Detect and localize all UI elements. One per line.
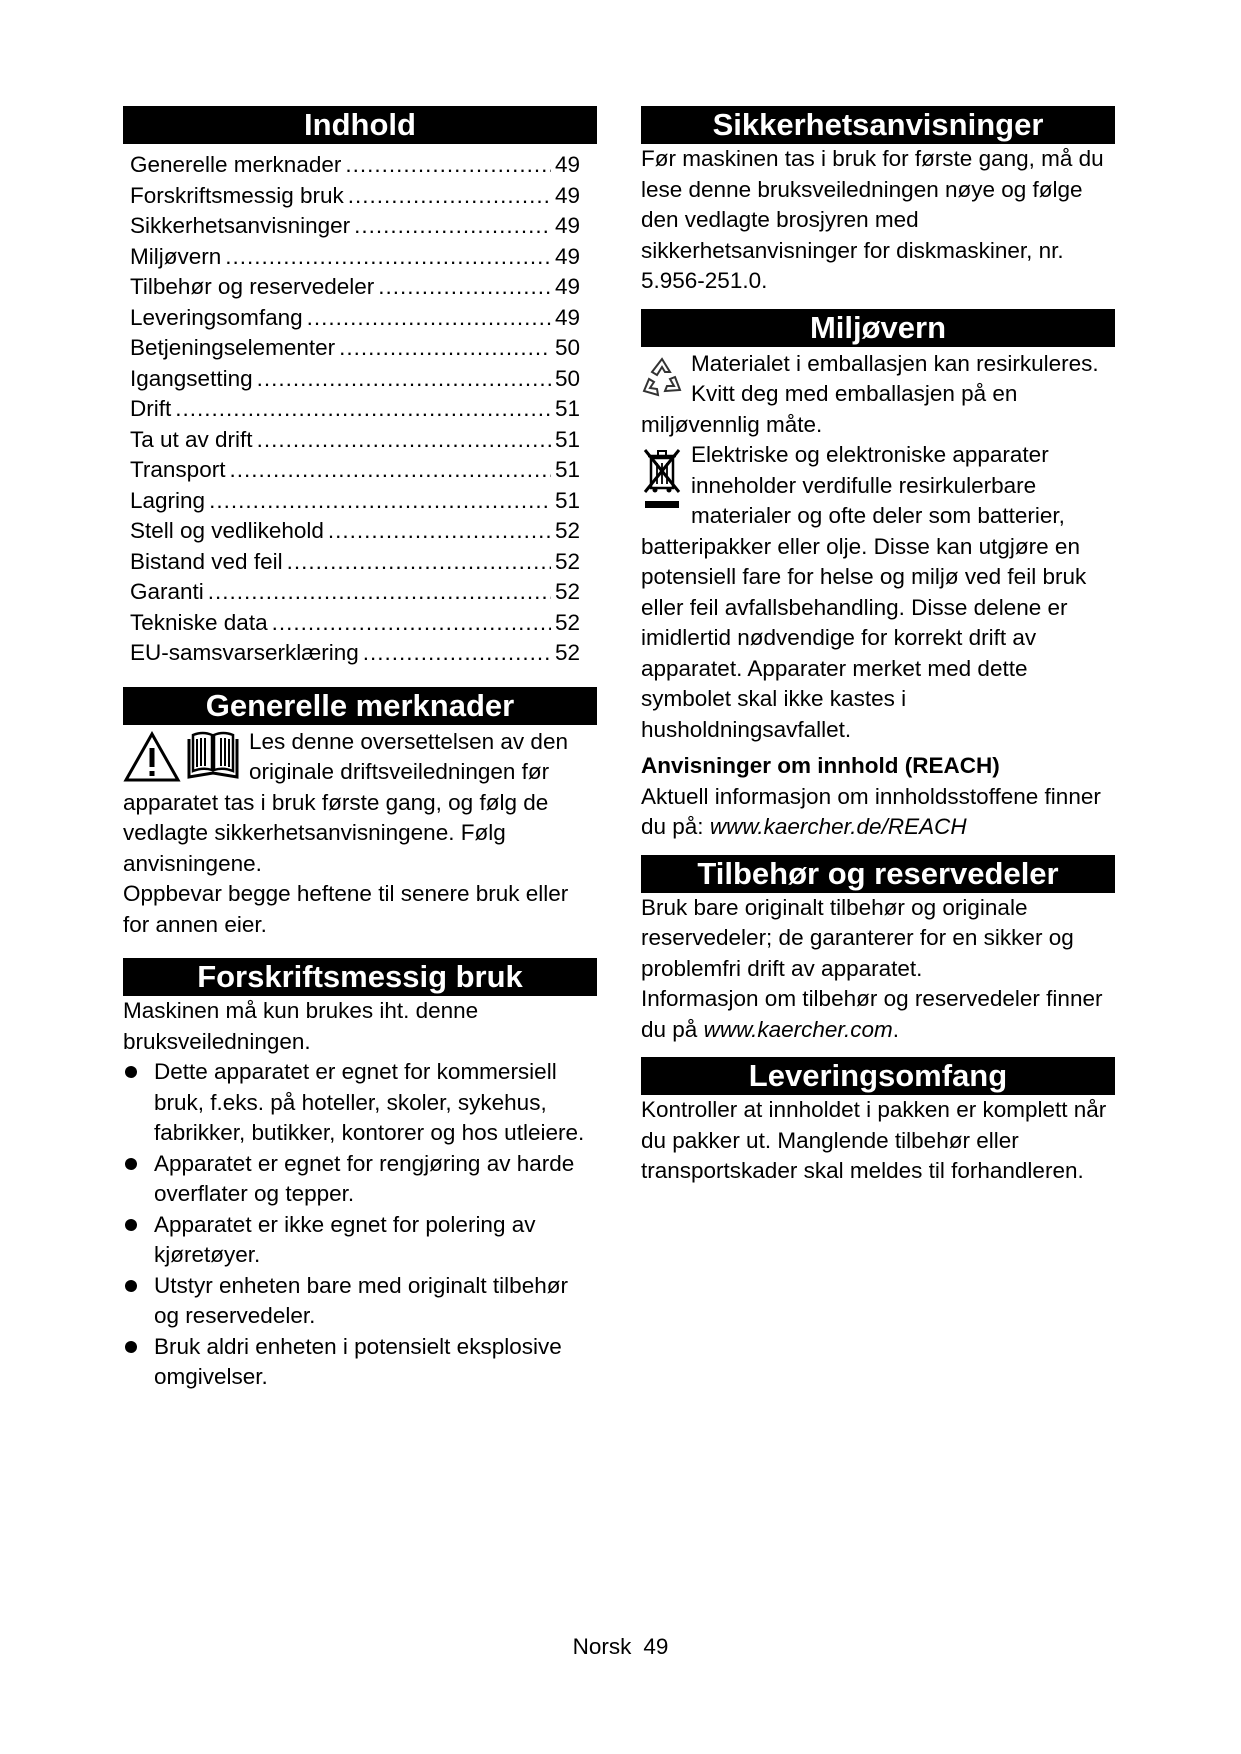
safety-text: Før maskinen tas i bruk for første gang, må du lese denne bruksveiledningen nøye og følge den vedlagte brosjyren med sikkerhetsanvisninger for diskmaskiner, nr. 5.956-251.0. [641,146,1104,293]
recycling-icon [641,355,683,401]
accessories-heading: Tilbehør og reservedeler [641,855,1115,893]
toc-entry[interactable] [130,516,580,547]
environment-electrical: Elektriske og elektroniske apparater inneholder verdifulle resirkulerbare materialer og ofte deler som batterier, batteripakker eller olje. Disse kan utgjøre en potensiell fare for helse og miljø ved feil bruk eller feil avfallsbehandling. Disse delene er imidlertid nødvendige for korrekt drift av apparatet. Apparater merket med dette symbolet skal ikke kastes i husholdningsavfallet. [641,442,1087,742]
list-item: Apparatet er egnet for rengjøring av harde overflater og tepper. [123,1149,597,1210]
toc-entry[interactable] [130,577,580,608]
toc-entry[interactable] [130,547,580,578]
list-item: Bruk aldri enheten i potensielt eksplosive omgivelser. [123,1332,597,1393]
bullet-icon [125,1219,137,1231]
toc-entry-page: 51 [554,396,580,421]
list-item: Dette apparatet er egnet for kommersiell bruk, f.eks. på hoteller, skoler, sykehus, fabrikker, butikker, kontorer og hos utleiere. [123,1057,597,1149]
toc-entry-label: Igangsetting [130,365,253,391]
open-manual-icon [185,729,241,781]
reach-text: Aktuell informasjon om innholdsstoffene finner du på: www.kaercher.de/REACH [641,783,1101,839]
toc-leader-dots [363,638,551,669]
toc-entry-page: 52 [554,640,580,665]
toc-leader-dots [345,150,551,181]
reach-link[interactable]: www.kaercher.de/REACH [709,814,967,839]
toc-entry-label: Forskriftsmessig bruk [130,182,344,208]
toc-entry-label: Sikkerhetsanvisninger [130,213,351,238]
toc-entry[interactable] [130,425,580,456]
bullet-icon [125,1158,137,1170]
toc-entry[interactable] [130,303,580,334]
toc-entry-label: Tilbehør og reservedeler [130,274,375,299]
right-column [641,106,1115,1187]
toc-leader-dots [328,516,551,547]
toc-entry-page: 51 [554,426,580,452]
accessories-link[interactable]: www.kaercher.com [703,1016,893,1042]
toc-entry-label: Generelle merknader [130,152,342,177]
toc-entry-page: 49 [554,304,580,330]
list-item: Apparatet er ikke egnet for polering av kjøretøyer. [123,1210,597,1271]
toc-entry-label: Tekniske data [130,609,268,635]
toc-entry-label: Miljøvern [130,243,222,269]
general-notes-heading: Generelle merknader [123,687,597,725]
general-notes-keep: Oppbevar begge heftene til senere bruk eller for annen eier. [123,881,569,937]
toc-entry-label: Garanti [130,579,204,604]
general-notes-intro: Les denne oversettelsen av den originale driftsveiledningen før apparatet tas i bruk første gang, og følg de vedlagte sikkerhetsanvisningene. Følg anvisningene. [123,728,568,876]
toc-entry[interactable] [130,486,580,517]
toc-entry-label: Stell og vedlikehold [130,518,324,543]
toc-leader-dots [209,486,551,517]
environment-heading: Miljøvern [641,309,1115,347]
bullet-icon [125,1280,137,1292]
toc-entry[interactable] [130,211,580,242]
reach-heading: Anvisninger om innhold (REACH) [641,753,1000,778]
footer-page-number: 49 [643,1634,669,1659]
toc-entry[interactable] [130,394,580,425]
toc-leader-dots [225,242,551,273]
toc-entry-label: EU-samsvarserklæring [130,640,359,665]
list-item: Utstyr enheten bare med originalt tilbehør og reservedeler. [123,1271,597,1332]
toc-leader-dots [208,577,551,608]
toc-entry[interactable] [130,608,580,639]
toc-entry[interactable] [130,150,580,181]
page-footer [0,1632,1241,1662]
toc-entry[interactable] [130,364,580,395]
toc-entry[interactable] [130,242,580,273]
toc-entry[interactable] [130,181,580,212]
bullet-icon [125,1066,137,1078]
toc-entry-label: Betjeningselementer [130,335,336,360]
toc-entry-page: 50 [554,365,580,391]
toc-entry-label: Bistand ved feil [130,548,283,574]
toc-entry-page: 49 [554,243,580,269]
toc-entry-page: 51 [554,457,580,482]
bullet-icon [125,1341,137,1353]
toc-leader-dots [257,425,551,456]
toc-entry-page: 49 [554,213,580,238]
toc-entry[interactable] [130,455,580,486]
footer-language: Norsk [572,1634,632,1659]
toc-leader-dots [378,272,551,303]
toc-leader-dots [348,181,551,212]
toc-entry-page: 49 [554,182,580,208]
toc-entry-page: 49 [554,152,580,177]
accessories-text: Bruk bare originalt tilbehør og originale reservedeler; de garanterer for en sikker og problemfri drift av apparatet. [641,894,1074,981]
toc-leader-dots [229,455,551,486]
toc-leader-dots [354,211,551,242]
toc-entry-page: 50 [554,335,580,360]
table-of-contents [123,150,580,669]
toc-entry-page: 49 [554,274,580,299]
proper-use-intro: Maskinen må kun brukes iht. denne bruksveiledningen. [123,998,479,1054]
toc-entry[interactable] [130,272,580,303]
environment-block [641,349,1115,746]
toc-entry-label: Ta ut av drift [130,426,253,452]
proper-use-heading: Forskriftsmessig bruk [123,958,597,996]
toc-entry-page: 52 [554,518,580,543]
toc-entry-page: 52 [554,609,580,635]
toc-leader-dots [257,364,551,395]
environment-packaging: Materialet i emballasjen kan resirkuleres. Kvitt deg med emballasjen på en miljøvennlig måte. [641,350,1099,437]
toc-entry-label: Transport [130,457,226,482]
toc-entry-page: 52 [554,548,580,574]
toc-entry-label: Leveringsomfang [130,304,303,330]
toc-entry-page: 52 [554,579,580,604]
toc-entry-label: Drift [130,396,172,421]
left-column [123,106,597,1393]
safety-heading: Sikkerhetsanvisninger [641,106,1115,144]
delivery-heading: Leveringsomfang [641,1057,1115,1095]
toc-leader-dots [175,394,551,425]
accessories-info: Informasjon om tilbehør og reservedeler finner du på www.kaercher.com. [641,986,1103,1042]
toc-leader-dots [307,303,551,334]
toc-leader-dots [287,547,551,578]
toc-entry-label: Lagring [130,487,206,513]
toc-entry-page: 51 [554,487,580,513]
warning-book-icon-group [123,727,241,785]
toc-entry[interactable] [130,333,580,364]
crossed-bin-icon [641,446,683,512]
toc-entry[interactable] [130,638,580,669]
toc-leader-dots [272,608,551,639]
warning-triangle-icon [123,731,181,783]
delivery-text: Kontroller at innholdet i pakken er komplett når du pakker ut. Manglende tilbehør eller transportskader skal meldes til forhandleren. [641,1097,1107,1183]
toc-leader-dots [339,333,551,364]
general-notes-block [123,727,597,941]
proper-use-list [123,1057,597,1393]
toc-heading: Indhold [123,106,597,144]
